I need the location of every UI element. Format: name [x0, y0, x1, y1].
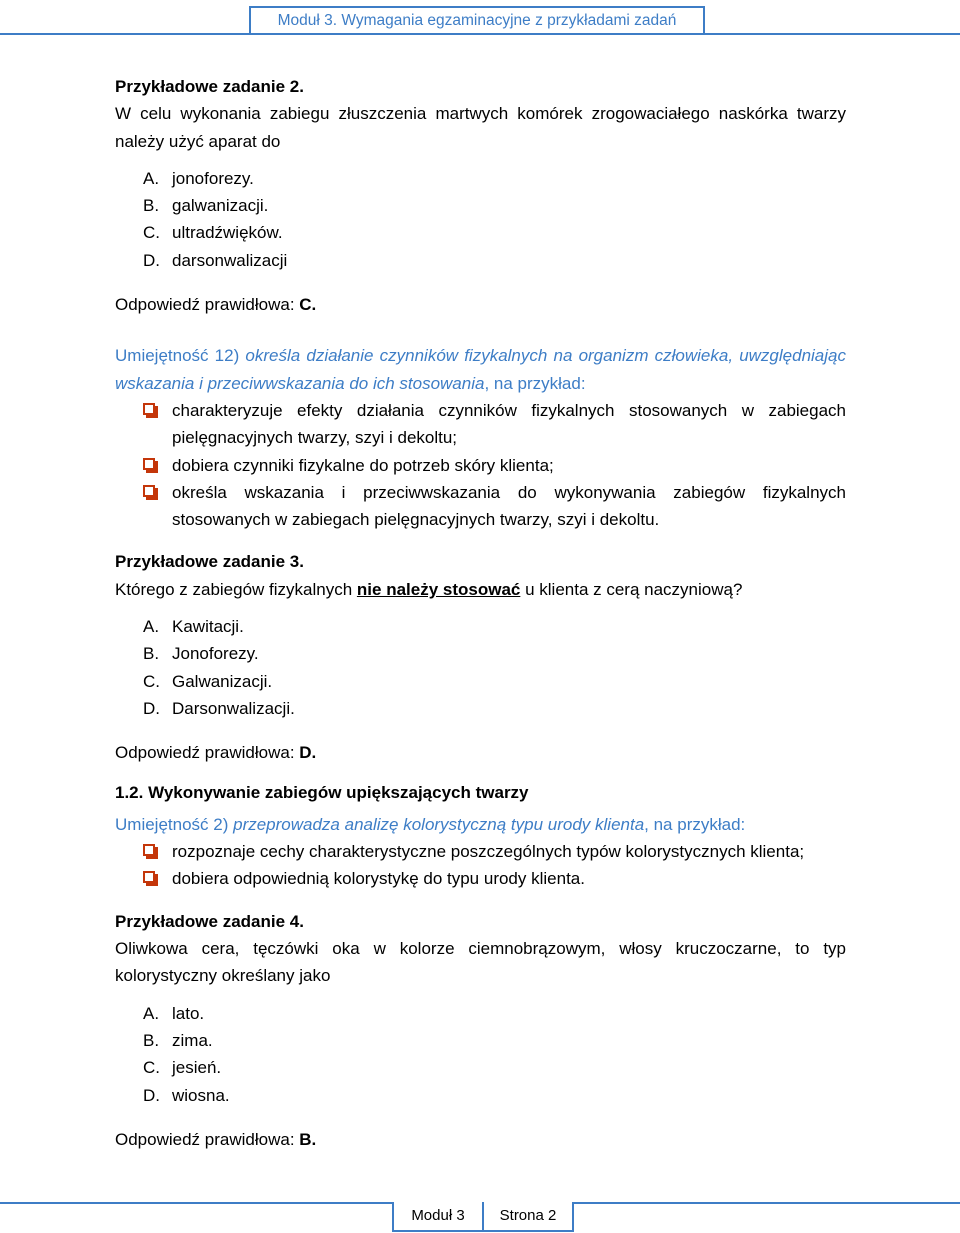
task4-question: Oliwkowa cera, tęczówki oka w kolorze ciemnobrązowym, włosy kruczoczarne, to typ kolorystyczny określany jako — [115, 939, 846, 986]
page-content — [115, 73, 846, 1153]
option-item: D. Darsonwalizacji. — [143, 698, 295, 718]
task4-answer: Odpowiedź prawidłowa: B. — [115, 1129, 317, 1149]
task4-options — [115, 1000, 846, 1109]
task2-question: W celu wykonania zabiegu złuszczenia martwych komórek zrogowaciałego naskórka twarzy należy użyć aparat do — [115, 104, 846, 151]
task2-title: Przykładowe zadanie 2. — [115, 77, 304, 96]
checkbox-bullet-icon — [143, 485, 155, 497]
skill12-list — [115, 397, 846, 533]
skill2-text: Umiejętność 2) przeprowadza analizę kolorystyczną typu urody klienta, na przykład: — [115, 814, 746, 834]
checkbox-bullet-icon — [143, 844, 155, 856]
option-item: A. Kawitacji. — [143, 617, 244, 637]
task3-question: Którego z zabiegów fizykalnych nie należy stosować u klienta z cerą naczyniową? — [115, 579, 743, 599]
list-item: rozpoznaje cechy charakterystyczne poszczególnych typów kolorystycznych klienta; — [115, 838, 846, 865]
option-item: C. ultradźwięków. — [143, 223, 283, 243]
option-item: D. darsonwalizacji — [143, 250, 288, 270]
option-item: C. jesień. — [143, 1058, 222, 1078]
task2-options — [115, 165, 846, 274]
option-item: B. zima. — [143, 1030, 213, 1050]
header-title: Moduł 3. Wymagania egzaminacyjne z przykładami zadań — [249, 6, 705, 33]
skill12-text: Umiejętność 12) określa działanie czynników fizykalnych na organizm człowieka, uwzględniając wskazania i przeciwwskazania do ich stosowania, na przykład: — [115, 346, 846, 393]
footer-module: Moduł 3 — [392, 1202, 484, 1232]
skill2-list — [115, 838, 846, 893]
list-item: określa wskazania i przeciwwskazania do wykonywania zabiegów fizykalnych stosowanych w zabiegach pielęgnacyjnych twarzy, szyi i dekoltu. — [115, 479, 846, 534]
section-title: 1.2. Wykonywanie zabiegów upiększających twarzy — [115, 782, 529, 802]
task3-title: Przykładowe zadanie 3. — [115, 552, 304, 572]
checkbox-bullet-icon — [143, 458, 155, 470]
checkbox-bullet-icon — [143, 403, 155, 415]
option-item: B. galwanizacji. — [143, 196, 269, 216]
list-item: dobiera czynniki fizykalne do potrzeb skóry klienta; — [115, 452, 846, 479]
header-rule — [0, 33, 960, 35]
option-item: A. jonoforezy. — [143, 168, 254, 188]
task3-answer: Odpowiedź prawidłowa: D. — [115, 743, 317, 763]
option-item: B. Jonoforezy. — [143, 644, 259, 664]
task2-answer: Odpowiedź prawidłowa: C. — [115, 295, 317, 315]
task4-title: Przykładowe zadanie 4. — [115, 911, 304, 931]
option-item: D. wiosna. — [143, 1085, 230, 1105]
footer-page-number: Strona 2 — [482, 1202, 574, 1232]
checkbox-bullet-icon — [143, 871, 155, 883]
option-item: A. lato. — [143, 1003, 205, 1023]
list-item: dobiera odpowiednią kolorystykę do typu urody klienta. — [115, 865, 846, 892]
option-item: C. Galwanizacji. — [143, 671, 273, 691]
task3-options — [115, 613, 846, 722]
list-item: charakteryzuje efekty działania czynników fizykalnych stosowanych w zabiegach pielęgnacyjnych twarzy, szyi i dekoltu; — [115, 397, 846, 452]
